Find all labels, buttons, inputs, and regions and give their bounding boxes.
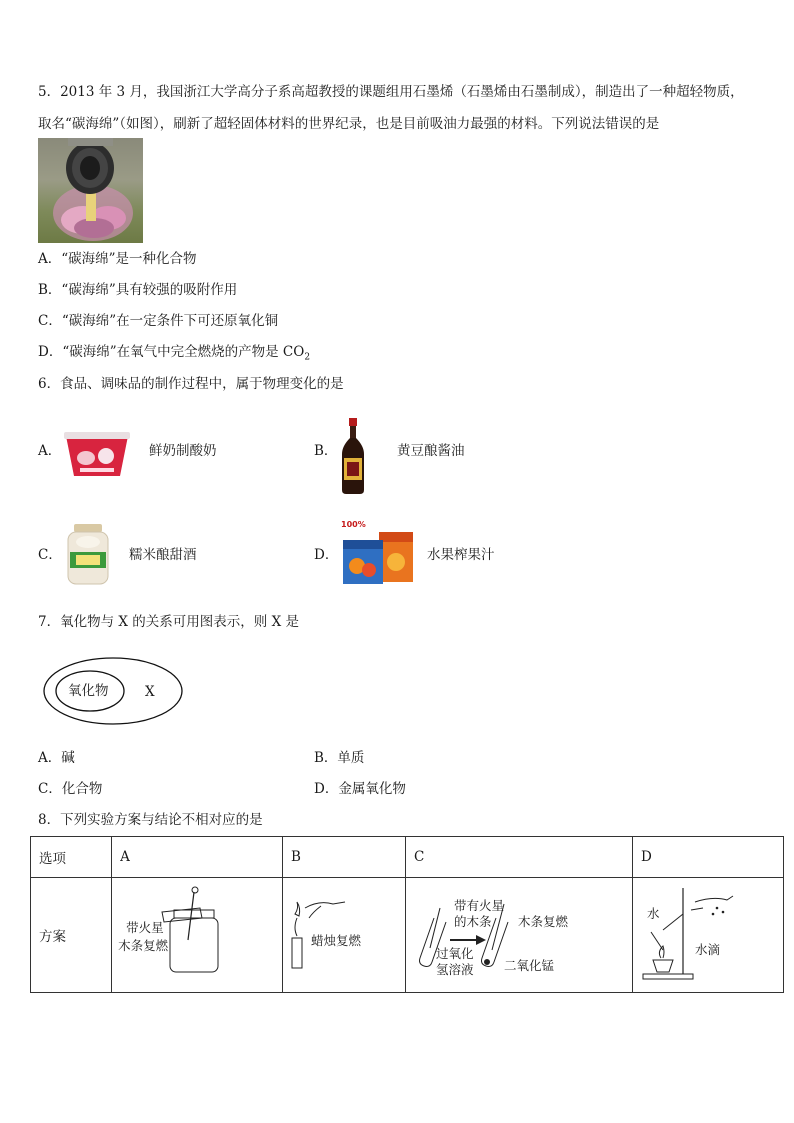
- q6-option-c-label: 糯米酿甜酒: [129, 547, 197, 563]
- q7-option-a: A．碱: [38, 750, 75, 766]
- cell-c-label-1: 带有火星: [453, 898, 504, 913]
- q6-option-d-letter: D．: [314, 547, 339, 563]
- q5-option-c: C．“碳海绵”在一定条件下可还原氧化铜: [38, 313, 279, 329]
- q7-option-b: B．单质: [314, 750, 365, 766]
- row-label: 方案: [31, 878, 112, 993]
- header-a: A: [112, 837, 283, 878]
- co2-subscript: 2: [304, 352, 311, 363]
- q7-option-c: C．化合物: [38, 781, 103, 797]
- q6-option-b-letter: B．: [314, 443, 338, 459]
- cell-d-label-1: 水: [647, 906, 660, 921]
- cell-c-label-6: 二氧化锰: [503, 958, 554, 973]
- q6-option-a-label: 鲜奶制酸奶: [149, 443, 217, 459]
- q6-option-d-label: 水果榨果汁: [427, 547, 495, 563]
- cell-c: [405, 878, 632, 993]
- q6-option-a-letter: A．: [38, 443, 62, 459]
- q6-option-c-letter: C．: [38, 547, 62, 563]
- cell-c-label-2: 的木条: [453, 914, 492, 929]
- table-header-row: [31, 837, 784, 878]
- q5-stem-line1: 5．2013 年 3 月，我国浙江大学高分子系高超教授的课题组用石墨烯（石墨烯由石墨制成），制造出了一种超轻物质，: [38, 84, 744, 100]
- cell-b-label: 蜡烛复燃: [310, 933, 361, 948]
- cell-b: [282, 878, 405, 993]
- cell-c-label-3: 木条复燃: [517, 914, 568, 929]
- q7-option-d: D．金属氧化物: [314, 781, 406, 797]
- header-c: C: [405, 837, 632, 878]
- q7-stem: 7．氧化物与 X 的关系可用图表示，则 X 是: [38, 614, 299, 630]
- rice-wine-jar-image: [64, 524, 112, 586]
- q5-stem-line2: 取名“碳海绵”（如图），刷新了超轻固体材料的世界纪录，也是目前吸油力最强的材料。下列说法错误的是: [38, 116, 660, 132]
- cell-a-label-1: 带火星: [126, 920, 164, 935]
- cell-c-label-5: 氢溶液: [435, 962, 474, 977]
- header-b: B: [282, 837, 405, 878]
- venn-diagram: [42, 656, 184, 726]
- q5-option-d-text: D．“碳海绵”在氧气中完全燃烧的产物是 CO: [38, 344, 305, 360]
- header-d: D: [633, 837, 784, 878]
- soy-sauce-bottle-image: [338, 418, 368, 494]
- cell-a-label-2: 木条复燃: [118, 938, 169, 953]
- carbon-sponge-photo: [38, 138, 143, 243]
- cell-d: [633, 878, 784, 993]
- q8-stem: 8．下列实验方案与结论不相对应的是: [38, 812, 263, 828]
- experiment-table: [30, 836, 784, 993]
- water-heating-diagram: [633, 878, 783, 992]
- q5-option-d: [38, 342, 310, 368]
- cell-a: [112, 878, 283, 993]
- venn-outer-label: X: [145, 684, 155, 700]
- venn-inner-label: 氧化物: [68, 683, 109, 699]
- q6-stem: 6．食品、调味品的制作过程中，属于物理变化的是: [38, 376, 344, 392]
- juice-box-percent: 100%: [341, 520, 366, 529]
- yogurt-cup-image: [62, 430, 132, 480]
- q6-option-b-label: 黄豆酿酱油: [397, 443, 465, 459]
- header-option: 选项: [31, 837, 112, 878]
- q5-option-b: B．“碳海绵”具有较强的吸附作用: [38, 282, 238, 298]
- q5-option-a: A．“碳海绵”是一种化合物: [38, 251, 197, 267]
- cell-d-label-2: 水滴: [695, 942, 721, 957]
- cell-c-label-4: 过氧化: [435, 946, 474, 961]
- table-row: [31, 878, 784, 993]
